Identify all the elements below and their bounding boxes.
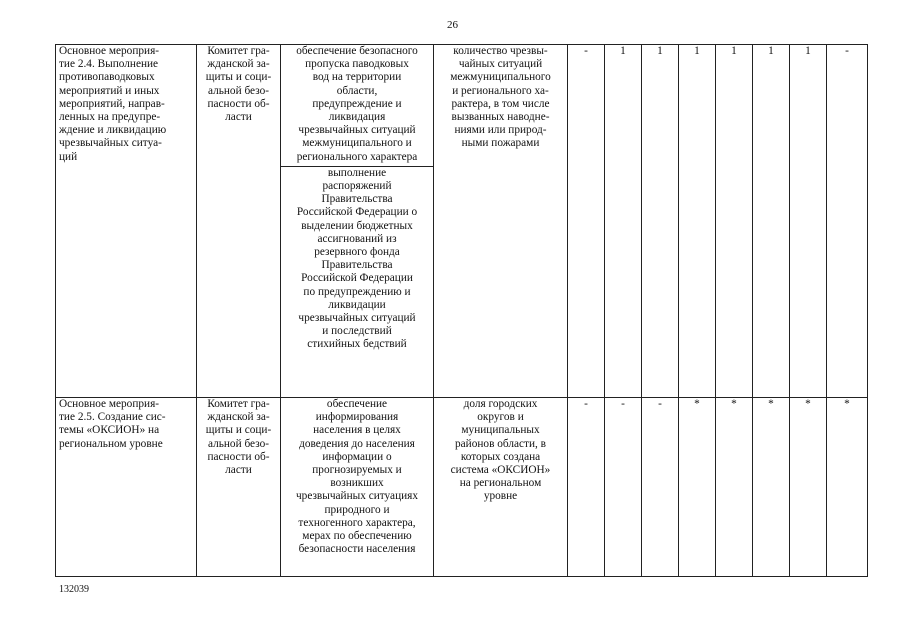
page-number: 26 (447, 19, 458, 31)
results-cell (281, 398, 434, 577)
result-text: обеспечение безопасного пропуска паводковых вод на территории области, предупреждение и ликвидация чрезвычайных ситуаций межмуниципального и регионального характера (281, 45, 433, 167)
year-value-cell: 1 (753, 45, 790, 398)
result-text: обеспечение информирования населения в целях доведения до населения информации о прогнозируемых и возникших чрезвычайных ситуациях природного и техногенного характера, мерах по обеспечению безопасности населения (295, 398, 418, 556)
year-value-cell: * (790, 398, 827, 577)
year-value-cell: 1 (605, 45, 642, 398)
indicator-cell: количество чрезвы- чайных ситуаций межмуниципального и регионального ха- рактера, в том числе вызванных наводне- ниями или природ- ными пожарами (434, 45, 568, 398)
year-value-cell: * (679, 398, 716, 577)
table-row (56, 45, 868, 398)
table-row (56, 398, 868, 577)
year-value-cell: * (753, 398, 790, 577)
indicator-cell: доля городских округов и муниципальных районов области, в которых создана система «ОКСИОН» на региональном уровне (434, 398, 568, 577)
year-value-cell: * (716, 398, 753, 577)
year-value-cell: - (642, 398, 679, 577)
year-value-cell: - (827, 45, 868, 398)
year-value-cell: 1 (790, 45, 827, 398)
year-value-cell: - (568, 45, 605, 398)
activity-cell: Основное мероприя- тие 2.4. Выполнение противопаводковых мероприятий и иных мероприятий, направ- ленных на предупре- ждение и ликвидацию чрезвычайных ситуа- ций (56, 45, 197, 398)
year-value-cell: 1 (716, 45, 753, 398)
results-cell (281, 45, 434, 398)
executor-cell: Комитет гра- жданской за- щиты и соци- альной безо- пасности об- ласти (197, 398, 281, 577)
year-value-cell: * (827, 398, 868, 577)
document-code: 132039 (59, 584, 89, 595)
executor-cell: Комитет гра- жданской за- щиты и соци- альной безо- пасности об- ласти (197, 45, 281, 398)
result-text: выполнение распоряжений Правительства Российской Федерации о выделении бюджетных ассигнований из резервного фонда Правительства Российской Федерации по предупреждению и ликвидации чрезвычайных ситуаций и последствий стихийных бедствий (296, 166, 418, 351)
activity-cell: Основное мероприя- тие 2.5. Создание сис- темы «ОКСИОН» на региональном уровне (56, 398, 197, 577)
year-value-cell: - (568, 398, 605, 577)
year-value-cell: 1 (642, 45, 679, 398)
year-value-cell: 1 (679, 45, 716, 398)
program-activities-table (55, 44, 868, 577)
year-value-cell: - (605, 398, 642, 577)
